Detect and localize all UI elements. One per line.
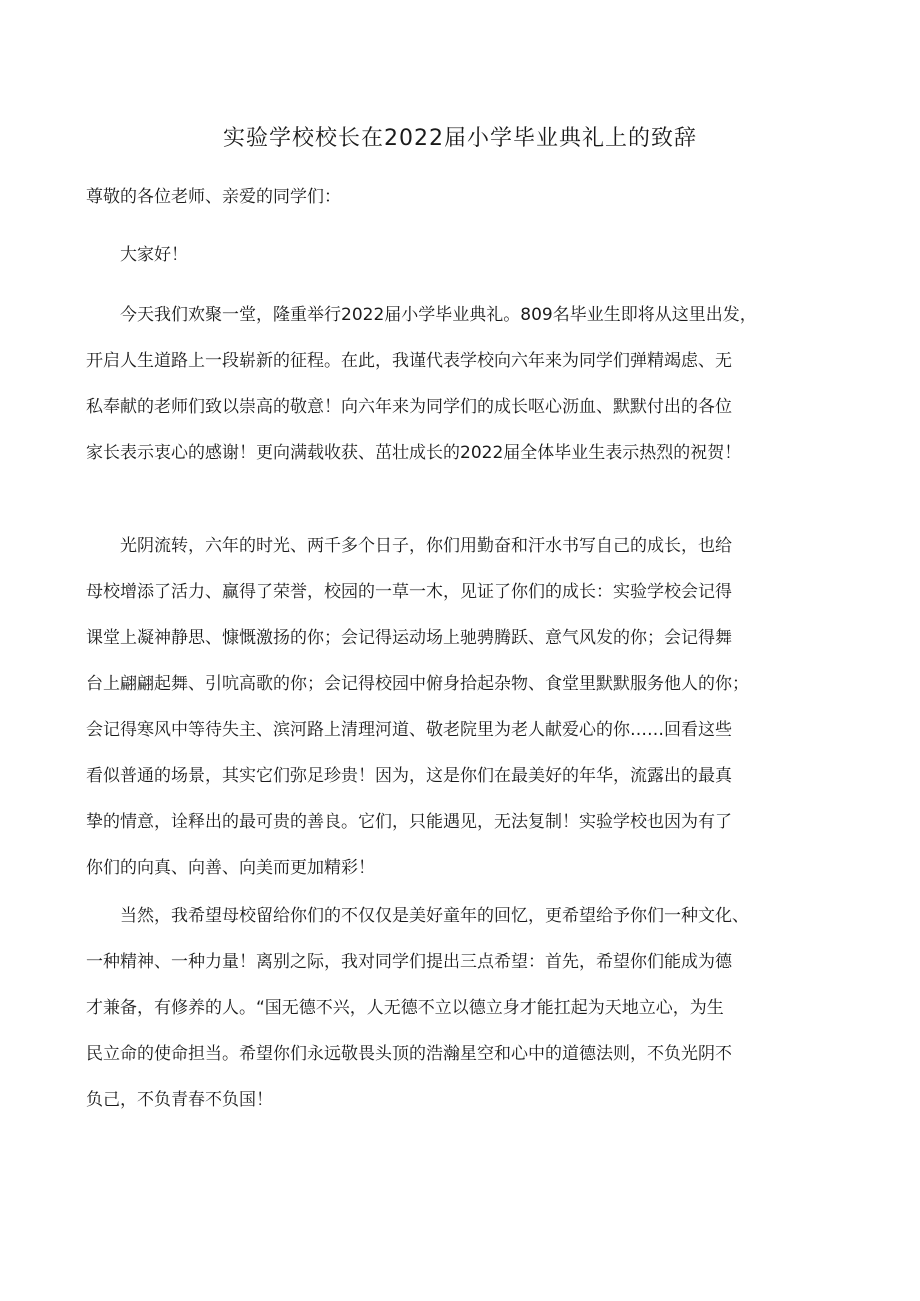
paragraph-line: 台上翩翩起舞、引吭高歌的你；会记得校园中俯身拾起杂物、食堂里默默服务他人的你；	[86, 674, 749, 694]
paragraph-line: 家长表示衷心的感谢！更向满载收获、茁壮成长的2022届全体毕业生表示热烈的祝贺！	[86, 443, 742, 463]
salutation-line: 尊敬的各位老师、亲爱的同学们：	[86, 187, 341, 207]
document-title: 实验学校校长在2022届小学毕业典礼上的致辞	[223, 126, 697, 151]
paragraph-line: 会记得寒风中等待失主、滨河路上清理河道、敬老院里为老人献爱心的你……回看这些	[86, 720, 732, 740]
paragraph-line: 课堂上凝神静思、慷慨激扬的你；会记得运动场上驰骋腾跃、意气风发的你；会记得舞	[86, 628, 732, 648]
paragraph-line: 当然，我希望母校留给你们的不仅仅是美好童年的回忆，更希望给予你们一种文化、	[120, 906, 749, 926]
paragraph-line: 今天我们欢聚一堂，隆重举行2022届小学毕业典礼。809名毕业生即将从这里出发，	[120, 305, 757, 325]
greeting-line: 大家好！	[120, 245, 188, 265]
paragraph-line: 民立命的使命担当。希望你们永远敬畏头顶的浩瀚星空和心中的道德法则，不负光阴不	[86, 1044, 732, 1064]
paragraph-2	[86, 523, 838, 891]
paragraph-line: 一种精神、一种力量！离别之际，我对同学们提出三点希望：首先，希望你们能成为德	[86, 952, 732, 972]
paragraph-line: 私奉献的老师们致以崇高的敬意！向六年来为同学们的成长呕心沥血、默默付出的各位	[86, 397, 732, 417]
paragraph-1	[86, 292, 838, 476]
greeting	[86, 232, 838, 278]
paragraph-line: 挚的情意，诠释出的最可贵的善良。它们，只能遇见，无法复制！实验学校也因为有了	[86, 812, 732, 832]
salutation	[86, 174, 838, 220]
paragraph-line: 母校增添了活力、赢得了荣誉，校园的一草一木，见证了你们的成长：实验学校会记得	[86, 582, 732, 602]
paragraph-line: 才兼备，有修养的人。“国无德不兴，人无德不立以德立身才能扛起为天地立心，为生	[86, 998, 724, 1018]
paragraph-line: 开启人生道路上一段崭新的征程。在此，我谨代表学校向六年来为同学们弹精竭虑、无	[86, 351, 732, 371]
paragraph-3	[86, 893, 838, 1123]
paragraph-line: 看似普通的场景，其实它们弥足珍贵！因为，这是你们在最美好的年华，流露出的最真	[86, 766, 732, 786]
paragraph-line: 光阴流转，六年的时光、两千多个日子，你们用勤奋和汗水书写自己的成长，也给	[120, 536, 732, 556]
paragraph-line: 负己，不负青春不负国！	[86, 1090, 273, 1110]
paragraph-line: 你们的向真、向善、向美而更加精彩！	[86, 858, 375, 878]
